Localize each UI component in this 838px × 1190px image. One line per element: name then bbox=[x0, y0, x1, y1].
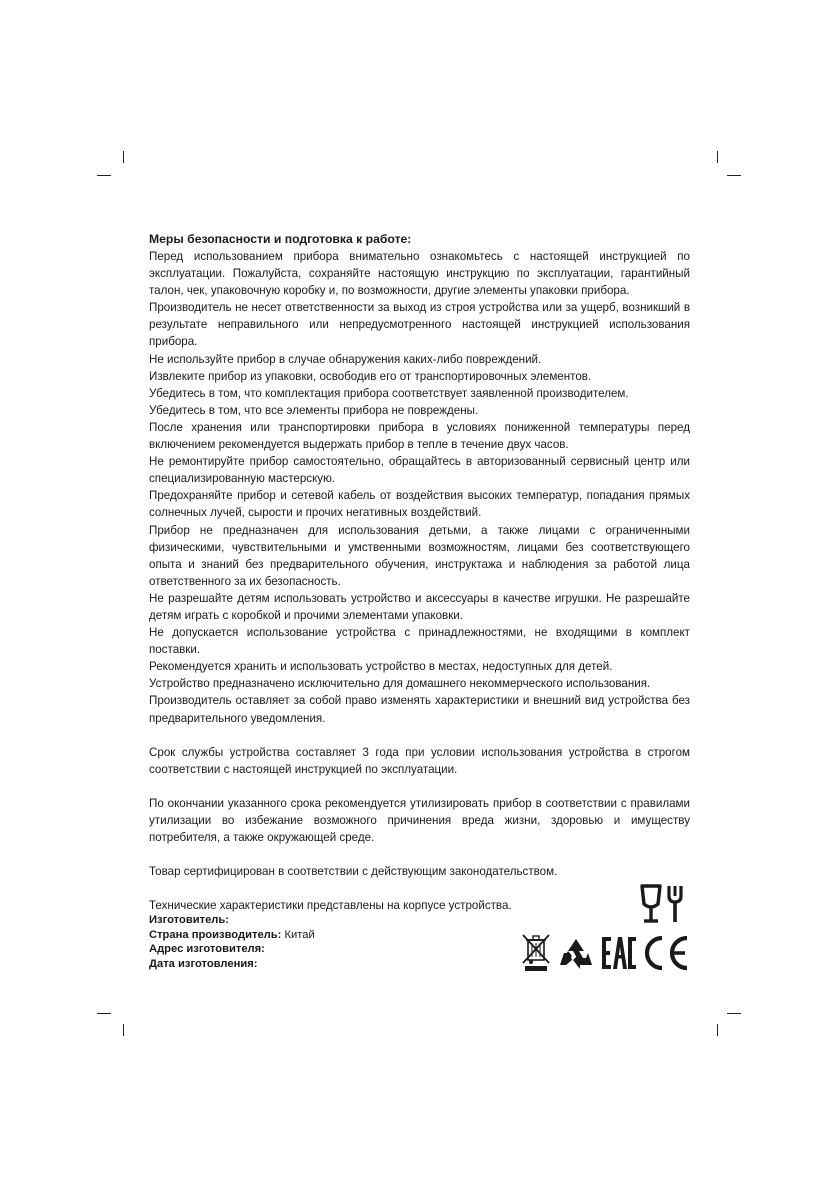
safety-paragraph: Убедитесь в том, что комплектация прибора соответствует заявленной производителем. bbox=[149, 386, 629, 400]
safety-paragraph: Перед использованием прибора внимательно ознакомьтесь с настоящей инструкцией по эксплуатации. Пожалуйста, сохраняйте настоящую инструкцию по эксплуатации, гарантийный талон, чек, упаковочную коробку и, по возможности, другие элементы упаковки прибора. bbox=[149, 250, 690, 298]
safety-paragraph: Не ремонтируйте прибор самостоятельно, обращайтесь в авторизованный сервисный центр или специализированную мастерскую. bbox=[149, 455, 690, 486]
ce-mark-icon bbox=[642, 935, 690, 971]
crop-mark bbox=[97, 1013, 111, 1014]
crop-mark bbox=[123, 1024, 124, 1036]
safety-paragraph: Извлеките прибор из упаковки, освободив его от транспортировочных элементов. bbox=[149, 369, 592, 383]
safety-paragraph: Не разрешайте детям использовать устройство и аксессуары в качестве игрушки. Не разрешайте детям играть с коробкой и прочими элементами упаковки. bbox=[149, 591, 690, 622]
weee-crossed-bin-icon bbox=[520, 932, 552, 972]
date-row bbox=[149, 957, 315, 972]
certification-paragraph: Товар сертифицирован в соответствии с действующим законодательством. bbox=[149, 865, 558, 879]
disposal-paragraph: По окончании указанного срока рекомендуется утилизировать прибор в соответствии с правилами утилизации во избежание возможного причинения вреда жизни, здоровью и имуществу потребителя, а также окружающей среде. bbox=[149, 796, 690, 844]
manufacturer-info bbox=[149, 913, 315, 971]
crop-mark bbox=[97, 175, 111, 176]
safety-paragraph: После хранения или транспортировки прибора в условиях пониженной температуры перед включением рекомендуется выдержать прибор в тепле в течение двух часов. bbox=[149, 420, 690, 452]
safety-paragraph: Производитель оставляет за собой право изменять характеристики и внешний вид устройства без предварительного уведомления. bbox=[149, 694, 690, 725]
safety-paragraph: Прибор не предназначен для использования детьми, а также лицами с ограниченными физическими, чувствительными и умственными возможностям, лицами без соответствующего опыта и знаний без предварительного обучения, инструктажа и наблюдения за работой лица ответственного за их безопасность. bbox=[149, 523, 690, 588]
crop-mark bbox=[717, 1024, 718, 1036]
instructions-body bbox=[149, 231, 690, 914]
crop-mark bbox=[727, 1013, 741, 1014]
crop-mark bbox=[717, 151, 718, 163]
safety-paragraph: Устройство предназначено исключительно для домашнего некоммерческого использования. bbox=[149, 677, 651, 691]
address-row bbox=[149, 942, 315, 957]
eac-mark-icon bbox=[600, 935, 638, 971]
section-heading: Меры безопасности и подготовка к работе: bbox=[149, 232, 412, 246]
service-life-paragraph: Срок службы устройства составляет 3 года при условии использования устройства в строгом соответствии с настоящей инструкцией по эксплуатации. bbox=[149, 745, 690, 776]
safety-paragraph: Не допускается использование устройства с принадлежностями, не входящими в комплект поставки. bbox=[149, 626, 690, 657]
safety-paragraph: Производитель не несет ответственности за выход из строя устройства или за ущерб, возникший в результате неправильного или непредусмотренного настоящей инструкцией использования прибора. bbox=[149, 301, 690, 349]
safety-paragraph: Предохраняйте прибор и сетевой кабель от воздействия высоких температур, попадания прямых солнечных лучей, сырости и прочих негативных воздействий. bbox=[149, 489, 690, 520]
safety-paragraph: Рекомендуется хранить и использовать устройство в местах, недоступных для детей. bbox=[149, 660, 613, 674]
food-contact-glass-fork-icon bbox=[639, 884, 689, 924]
date-label: Дата изготовления: bbox=[149, 957, 258, 970]
recycling-icon bbox=[558, 936, 594, 970]
safety-paragraph: Не используйте прибор в случае обнаружения каких-либо повреждений. bbox=[149, 352, 542, 366]
crop-mark bbox=[727, 175, 741, 176]
address-label: Адрес изготовителя: bbox=[149, 943, 265, 956]
maker-row bbox=[149, 913, 315, 928]
country-label: Страна производитель: bbox=[149, 928, 282, 941]
country-row bbox=[149, 928, 315, 943]
safety-paragraph: Убедитесь в том, что все элементы прибора не повреждены. bbox=[149, 403, 479, 417]
crop-mark bbox=[123, 151, 124, 163]
tech-specs-paragraph: Технические характеристики представлены на корпусе устройства. bbox=[149, 899, 512, 913]
certification-symbols bbox=[520, 884, 692, 976]
maker-label: Изготовитель: bbox=[149, 914, 229, 926]
country-value: Китай bbox=[284, 928, 315, 941]
